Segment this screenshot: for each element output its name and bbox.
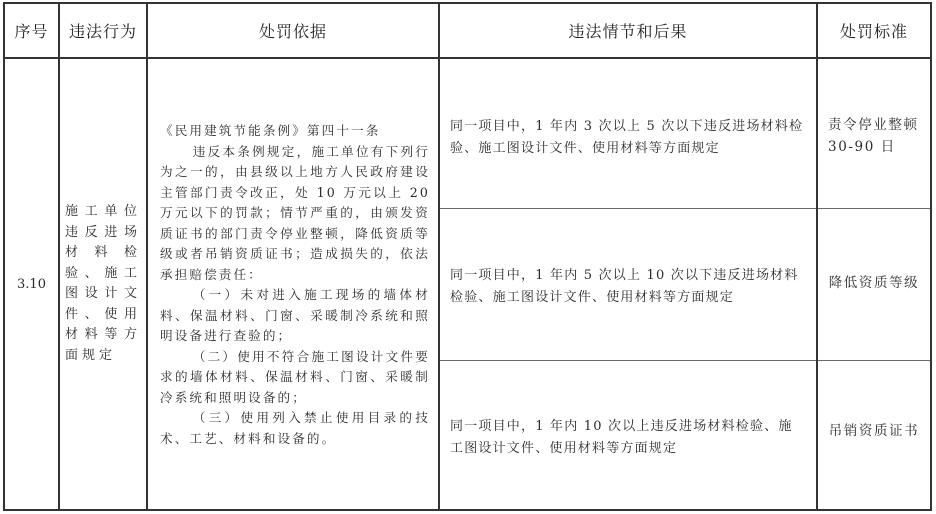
header-act (60, 4, 146, 57)
penalty-table (3, 2, 932, 511)
col-border-5 (930, 2, 932, 511)
basis-item-2: （二）使用不符合施工图设计文件要求的墙体材料、保温材料、门窗、采暖制冷系统和照明设备的； (160, 348, 430, 405)
cell-seq (5, 59, 58, 509)
basis-title: 《民用建筑节能条例》第四十一条 (160, 123, 381, 138)
cell-standard-2 (818, 209, 930, 360)
standard-text-1: 责令停业整顿30-90 日 (828, 117, 919, 155)
header-condition (440, 4, 816, 57)
violation-act-text: 施工单位违反进场材料检验、施工图设计文件、使用材料等方面规定 (65, 204, 141, 363)
cell-condition-3 (440, 361, 816, 509)
table-border-bottom (3, 509, 932, 511)
header-seq (5, 4, 58, 57)
condition-text-3: 同一项目中，1 年内 10 次以上违反进场材料检验、施工图设计文件、使用材料等方面规定 (450, 419, 793, 456)
condition-text-2: 同一项目中，1 年内 5 次以上 10 次以下违反进场材料检验、施工图设计文件、使用材料等方面规定 (450, 268, 799, 305)
standard-text-2: 降低资质等级 (828, 274, 920, 291)
header-basis (148, 4, 438, 57)
cell-act (60, 59, 146, 509)
standard-text-3: 吊销资质证书 (828, 423, 920, 439)
header-standard-label: 处罚标准 (839, 22, 908, 41)
cell-standard-3 (818, 361, 930, 509)
cell-standard-1 (818, 59, 930, 208)
header-seq-label: 序号 (14, 22, 49, 41)
basis-item-3: （三）使用列入禁止使用目录的技术、工艺、材料和设备的。 (160, 410, 430, 446)
cell-basis (148, 59, 438, 509)
condition-text-1: 同一项目中，1 年内 3 次以上 5 次以下违反进场材料检验、施工图设计文件、使用材料等方面规定 (450, 119, 804, 156)
header-condition-label: 违法情节和后果 (568, 22, 688, 41)
header-standard (818, 4, 930, 57)
basis-body: 违反本条例规定，施工单位有下列行为之一的，由县级以上地方人民政府建设主管部门责令改正，处 10 万元以上 20 万元以下的罚款；情节严重的，由颁发资质证书的部门责令停业整顿，降低资质等级或者吊销资质证书；造成损失的，依法承担赔偿责任： (160, 143, 430, 282)
penalty-basis (160, 121, 430, 449)
header-act-label: 违法行为 (68, 22, 137, 41)
basis-item-1: （一）未对进入施工现场的墙体材料、保温材料、门窗、采暖制冷系统和照明设备进行查验的； (160, 287, 430, 343)
seq-number: 3.10 (17, 276, 46, 292)
cell-condition-2 (440, 209, 816, 360)
header-basis-label: 处罚依据 (258, 22, 327, 41)
cell-condition-1 (440, 59, 816, 208)
